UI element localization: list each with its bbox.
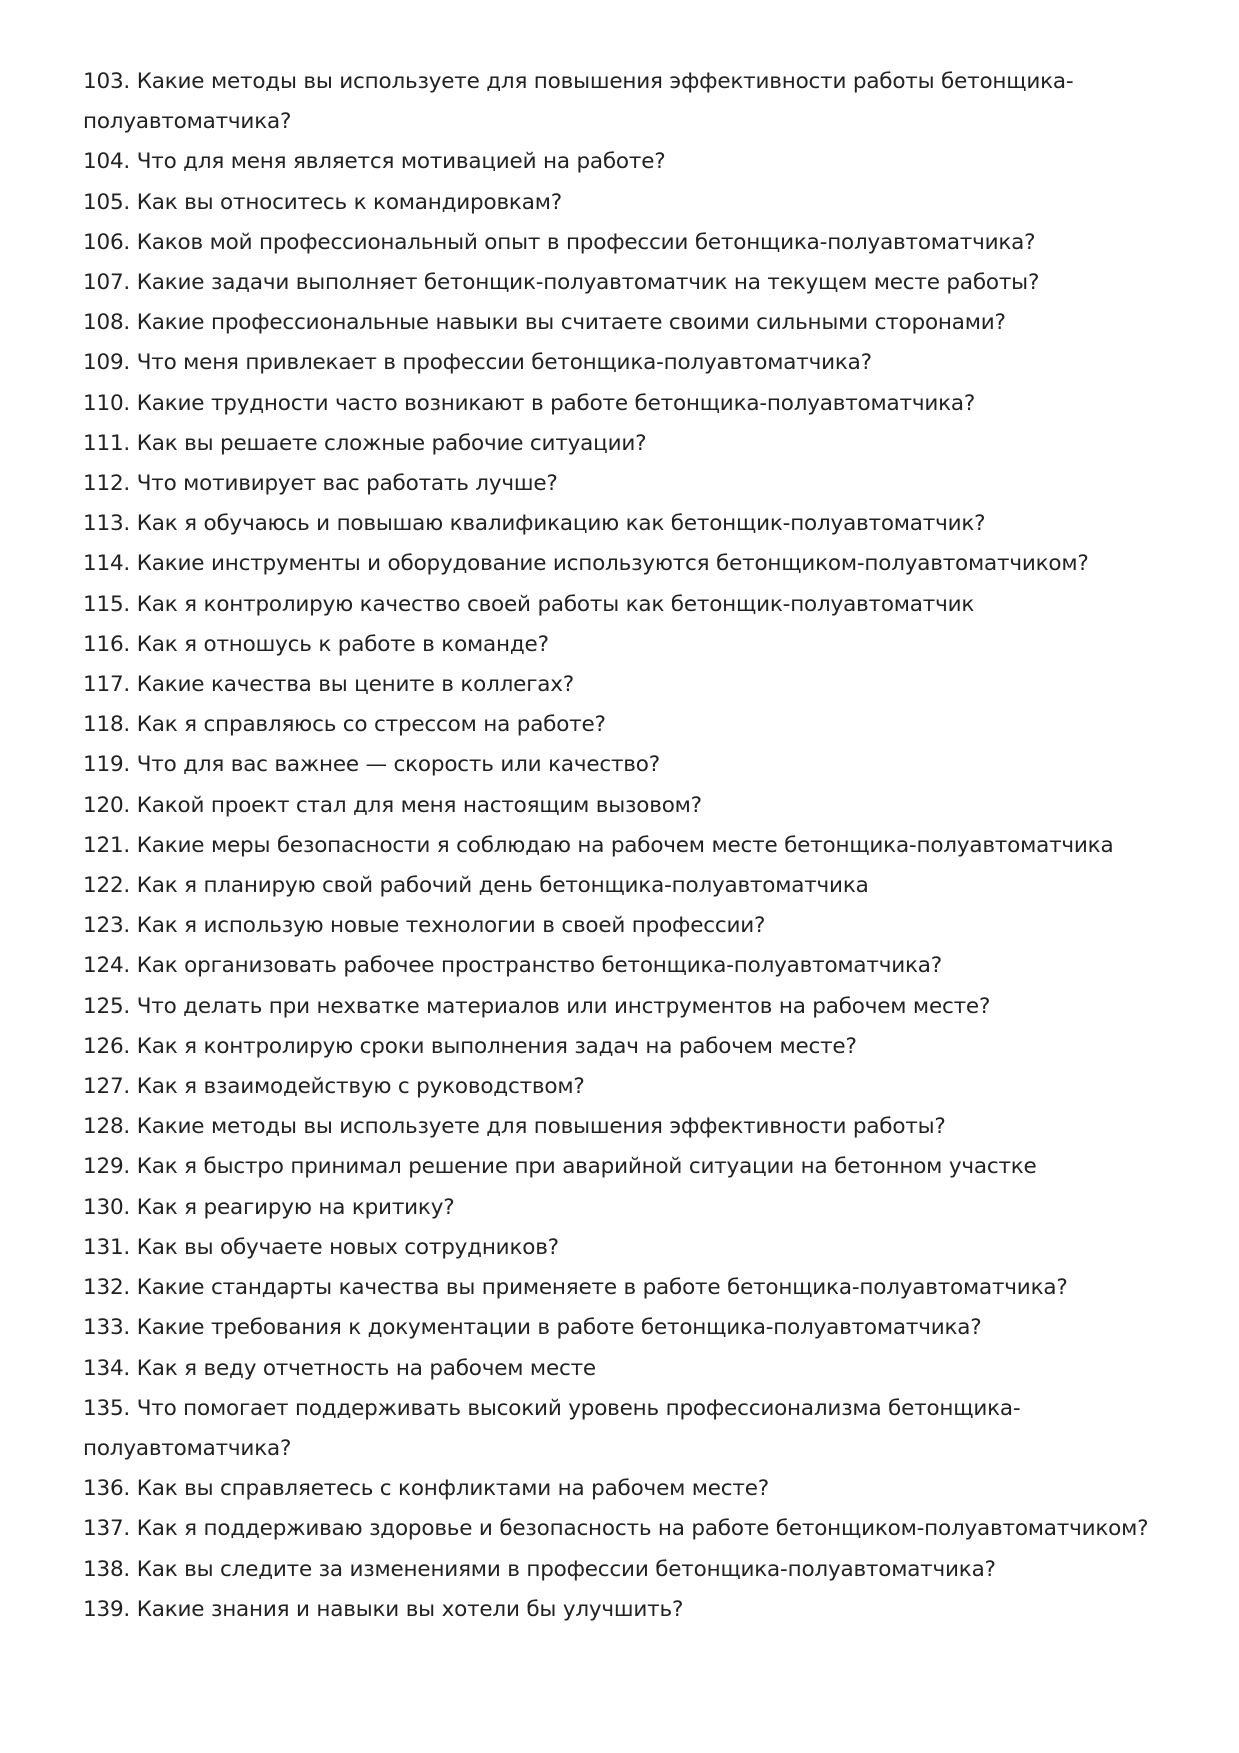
question-item: 122. Как я планирую свой рабочий день бетонщика-полуавтоматчика (83, 873, 869, 899)
question-item: 105. Как вы относитесь к командировкам? (83, 189, 562, 215)
question-item: 125. Что делать при нехватке материалов или инструментов на рабочем месте? (83, 993, 991, 1019)
question-item: 124. Как организовать рабочее пространство бетонщика-полуавтоматчика? (83, 953, 942, 979)
question-item: 131. Как вы обучаете новых сотрудников? (83, 1234, 559, 1260)
question-item: 112. Что мотивирует вас работать лучше? (83, 471, 558, 497)
question-item: 106. Каков мой профессиональный опыт в профессии бетонщика-полуавтоматчика? (83, 229, 1036, 255)
question-item: 111. Как вы решаете сложные рабочие ситуации? (83, 430, 647, 456)
question-item: 129. Как я быстро принимал решение при аварийной ситуации на бетонном участке (83, 1154, 1037, 1180)
question-item: 108. Какие профессиональные навыки вы считаете своими сильными сторонами? (83, 310, 1006, 336)
question-item: 136. Как вы справляетесь с конфликтами на рабочем месте? (83, 1476, 769, 1502)
question-item: 132. Какие стандарты качества вы применяете в работе бетонщика-полуавтоматчика? (83, 1275, 1068, 1301)
question-item: 116. Как я отношусь к работе в команде? (83, 631, 549, 657)
question-item: 127. Как я взаимодействую с руководством? (83, 1074, 585, 1100)
question-item: 121. Какие меры безопасности я соблюдаю на рабочем месте бетонщика-полуавтоматчика (83, 832, 1114, 858)
question-item: 115. Как я контролирую качество своей работы как бетонщик-полуавтоматчик (83, 591, 975, 617)
question-item: 110. Какие трудности часто возникают в работе бетонщика-полуавтоматчика? (83, 390, 976, 416)
question-item: 137. Как я поддерживаю здоровье и безопасность на работе бетонщиком-полуавтоматчиком? (83, 1516, 1149, 1542)
question-item: 135. Что помогает поддерживать высокий уровень профессионализма бетонщика-полуавтоматчика? (83, 1395, 1021, 1461)
question-item: 107. Какие задачи выполняет бетонщик-полуавтоматчик на текущем месте работы? (83, 270, 1040, 296)
question-item: 133. Какие требования к документации в работе бетонщика-полуавтоматчика? (83, 1315, 982, 1341)
question-item: 120. Какой проект стал для меня настоящим вызовом? (83, 792, 702, 818)
question-item: 134. Как я веду отчетность на рабочем месте (83, 1355, 596, 1381)
question-item: 119. Что для вас важнее — скорость или качество? (83, 752, 660, 778)
question-item: 138. Как вы следите за изменениями в профессии бетонщика-полуавтоматчика? (83, 1556, 996, 1582)
question-item: 128. Какие методы вы используете для повышения эффективности работы? (83, 1114, 946, 1140)
question-item: 126. Как я контролирую сроки выполнения задач на рабочем месте? (83, 1033, 857, 1059)
question-item: 109. Что меня привлекает в профессии бетонщика-полуавтоматчика? (83, 350, 872, 376)
question-item: 114. Какие инструменты и оборудование используются бетонщиком-полуавтоматчиком? (83, 551, 1089, 577)
question-item: 118. Как я справляюсь со стрессом на работе? (83, 712, 606, 738)
question-item: 130. Как я реагирую на критику? (83, 1194, 455, 1220)
question-item: 117. Какие качества вы цените в коллегах? (83, 672, 575, 698)
question-item: 103. Какие методы вы используете для повышения эффективности работы бетонщика-полуавтоматчика? (83, 69, 1074, 135)
question-item: 123. Как я использую новые технологии в своей профессии? (83, 913, 766, 939)
question-item: 104. Что для меня является мотивацией на работе? (83, 149, 666, 175)
question-list (83, 62, 1163, 1630)
question-item: 113. Как я обучаюсь и повышаю квалификацию как бетонщик-полуавтоматчик? (83, 511, 986, 537)
question-item: 139. Какие знания и навыки вы хотели бы улучшить? (83, 1596, 684, 1622)
